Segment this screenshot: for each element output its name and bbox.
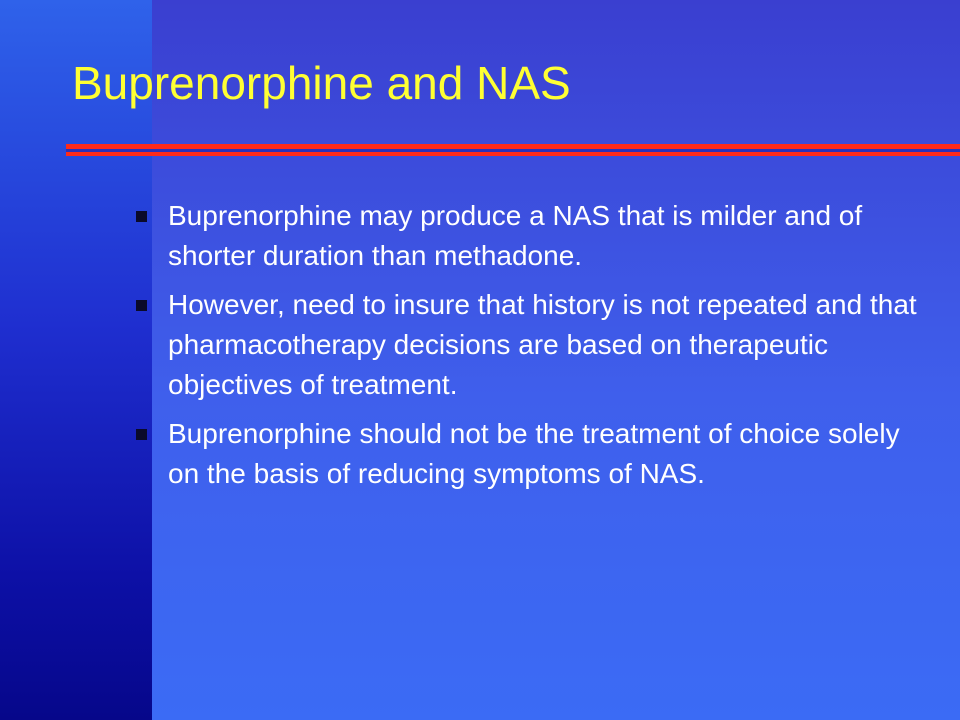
slide-title: Buprenorphine and NAS — [72, 57, 571, 109]
bullet-text: However, need to insure that history is not repeated and that pharmacotherapy decisions are based on therapeutic objectives of treatment. — [168, 289, 917, 400]
square-bullet-icon — [136, 429, 147, 440]
bullet-item — [132, 196, 932, 276]
square-bullet-icon — [136, 300, 147, 311]
bullet-text: Buprenorphine may produce a NAS that is milder and of shorter duration than methadone. — [168, 200, 863, 271]
bullet-text: Buprenorphine should not be the treatment of choice solely on the basis of reducing symptoms of NAS. — [168, 418, 900, 489]
bullet-list — [132, 196, 932, 503]
square-bullet-icon — [136, 211, 147, 222]
bullet-item — [132, 285, 932, 405]
bullet-item — [132, 414, 932, 494]
title-divider-red-bottom — [66, 152, 960, 156]
